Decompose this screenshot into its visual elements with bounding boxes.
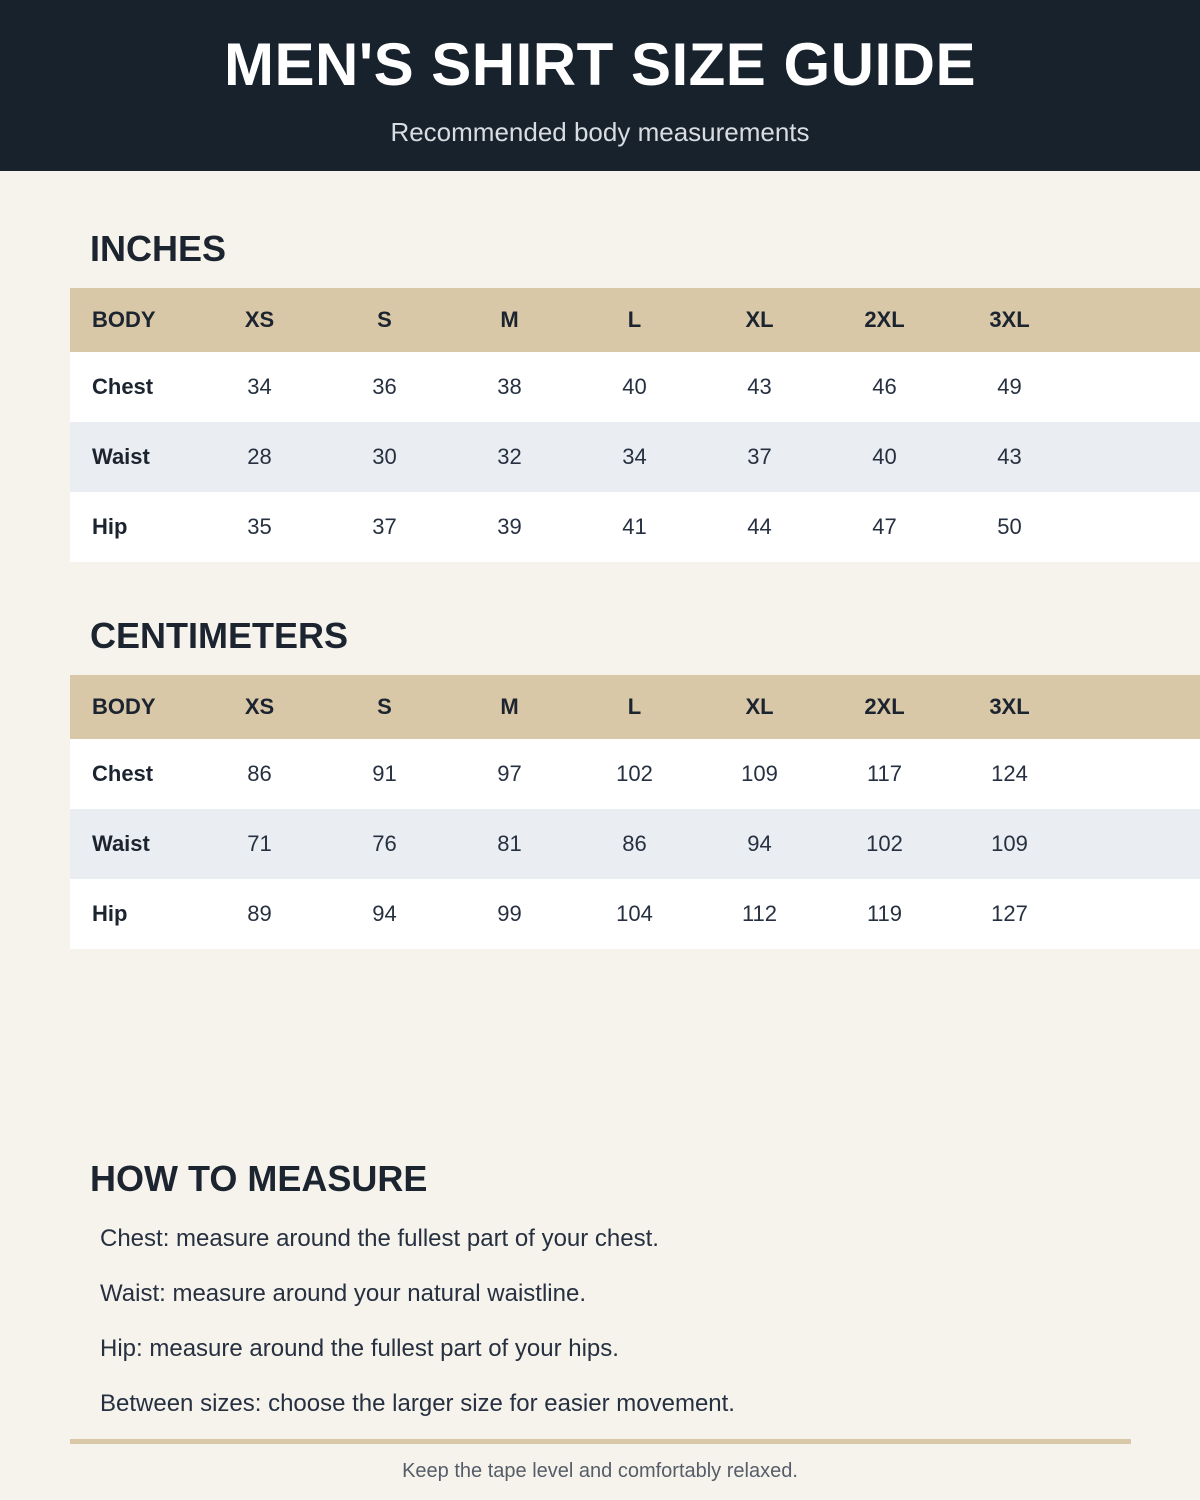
table-cell: 28 xyxy=(247,444,272,469)
row-label: Waist xyxy=(92,444,150,469)
row-label: Chest xyxy=(92,374,154,399)
table-cell-spacer xyxy=(1072,739,1200,809)
table-cell: 30 xyxy=(372,444,397,469)
column-spacer xyxy=(1072,675,1200,739)
footer-divider xyxy=(70,1439,1131,1444)
column-spacer xyxy=(1072,288,1200,352)
table-cell: 40 xyxy=(872,444,897,469)
table-row-hip xyxy=(70,879,1200,949)
column-header-body: BODY xyxy=(92,694,156,719)
column-header-s: S xyxy=(377,307,392,332)
table-cell: 112 xyxy=(741,901,778,926)
page-subtitle: Recommended body measurements xyxy=(390,117,810,147)
footer-note: Keep the tape level and comfortably relaxed. xyxy=(402,1460,798,1482)
page-header xyxy=(0,0,1200,171)
table-cell: 47 xyxy=(872,514,897,539)
table-cell: 109 xyxy=(741,761,778,786)
row-label: Chest xyxy=(92,761,154,786)
table-cell: 37 xyxy=(747,444,772,469)
table-cell: 109 xyxy=(991,831,1028,856)
list-item: Chest: measure around the fullest part of your chest. xyxy=(100,1225,659,1252)
column-header-xs: XS xyxy=(244,307,275,332)
column-header-m: M xyxy=(500,694,519,719)
table-cell: 117 xyxy=(866,761,903,786)
inches-table-header-row xyxy=(70,288,1200,352)
row-label: Waist xyxy=(92,831,150,856)
table-cell: 102 xyxy=(866,831,903,856)
centimeters-section-title: CENTIMETERS xyxy=(90,615,349,656)
column-header-body: BODY xyxy=(92,307,156,332)
table-cell: 89 xyxy=(247,901,272,926)
measure-instructions xyxy=(100,1222,735,1442)
table-cell: 49 xyxy=(997,374,1022,399)
table-cell: 32 xyxy=(497,444,522,469)
column-header-m: M xyxy=(500,307,519,332)
list-item: Between sizes: choose the larger size for easier movement. xyxy=(100,1390,735,1417)
table-cell-spacer xyxy=(1072,352,1200,422)
row-label: Hip xyxy=(92,514,128,539)
table-row-waist xyxy=(70,422,1200,492)
column-header-2xl: 2XL xyxy=(864,694,905,719)
list-item: Waist: measure around your natural waistline. xyxy=(100,1280,586,1307)
column-header-3xl: 3XL xyxy=(989,307,1030,332)
page-title: MEN'S SHIRT SIZE GUIDE xyxy=(223,31,976,98)
table-cell: 91 xyxy=(372,761,397,786)
table-cell: 41 xyxy=(622,514,647,539)
table-cell: 39 xyxy=(497,514,522,539)
table-cell: 43 xyxy=(747,374,772,399)
table-cell: 119 xyxy=(866,901,903,926)
table-cell: 97 xyxy=(497,761,522,786)
table-cell: 44 xyxy=(747,514,772,539)
row-label: Hip xyxy=(92,901,128,926)
table-row-chest xyxy=(70,739,1200,809)
how-to-measure-title: HOW TO MEASURE xyxy=(90,1158,428,1199)
table-cell-spacer xyxy=(1072,492,1200,562)
table-cell-spacer xyxy=(1072,879,1200,949)
column-header-2xl: 2XL xyxy=(864,307,905,332)
column-header-l: L xyxy=(627,307,642,332)
table-cell: 86 xyxy=(247,761,272,786)
table-cell: 38 xyxy=(497,374,522,399)
table-cell: 71 xyxy=(247,831,272,856)
table-cell: 50 xyxy=(997,514,1022,539)
table-cell: 86 xyxy=(622,831,647,856)
table-cell: 104 xyxy=(616,901,653,926)
table-cell-spacer xyxy=(1072,809,1200,879)
column-header-3xl: 3XL xyxy=(989,694,1030,719)
table-cell: 124 xyxy=(991,761,1028,786)
table-cell: 127 xyxy=(991,901,1028,926)
table-row-hip xyxy=(70,492,1200,562)
table-cell: 81 xyxy=(497,831,522,856)
column-header-s: S xyxy=(377,694,392,719)
table-cell: 37 xyxy=(372,514,397,539)
column-header-xl: XL xyxy=(745,307,774,332)
table-cell: 34 xyxy=(247,374,272,399)
column-header-l: L xyxy=(627,694,642,719)
table-cell: 46 xyxy=(872,374,897,399)
table-cell: 35 xyxy=(247,514,272,539)
table-cell: 76 xyxy=(372,831,397,856)
table-cell-spacer xyxy=(1072,422,1200,492)
table-cell: 94 xyxy=(372,901,397,926)
table-row-chest xyxy=(70,352,1200,422)
inches-section-title: INCHES xyxy=(90,228,227,269)
list-item: Hip: measure around the fullest part of your hips. xyxy=(100,1335,619,1362)
table-row-waist xyxy=(70,809,1200,879)
table-cell: 102 xyxy=(616,761,653,786)
inches-table xyxy=(70,288,1200,562)
column-header-xl: XL xyxy=(745,694,774,719)
table-cell: 40 xyxy=(622,374,647,399)
table-cell: 36 xyxy=(372,374,397,399)
centimeters-table xyxy=(70,675,1200,949)
centimeters-table-header-row xyxy=(70,675,1200,739)
table-cell: 99 xyxy=(497,901,522,926)
table-cell: 43 xyxy=(997,444,1022,469)
table-cell: 34 xyxy=(622,444,647,469)
table-cell: 94 xyxy=(747,831,772,856)
column-header-xs: XS xyxy=(244,694,275,719)
